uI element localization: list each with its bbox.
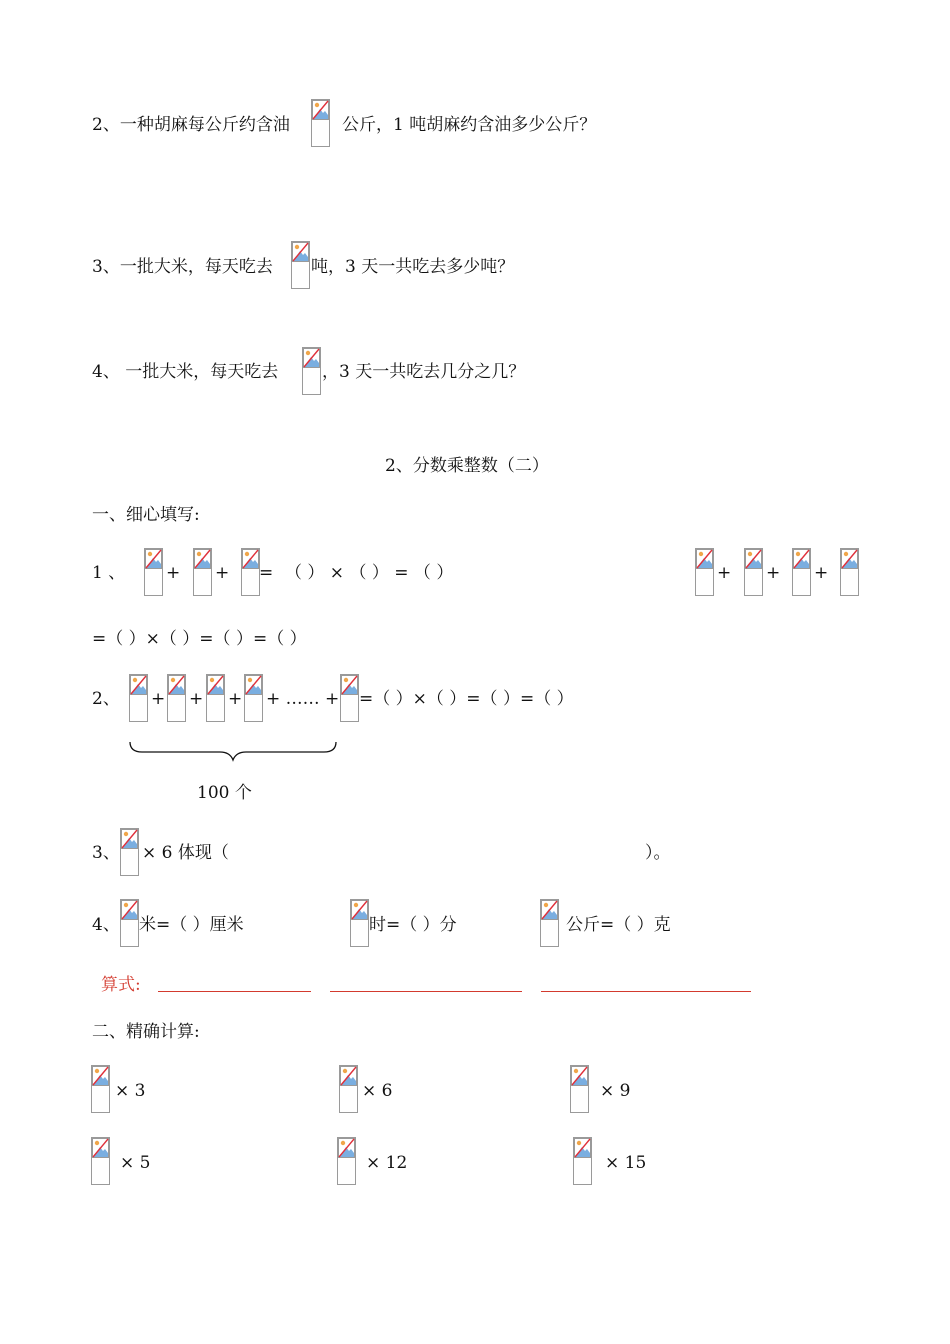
plus-sign: + xyxy=(166,563,181,583)
formula-answer-line xyxy=(330,991,522,992)
fraction-image-icon xyxy=(337,1137,356,1185)
calc-item: × 5 xyxy=(120,1153,151,1173)
fraction-image-icon xyxy=(744,548,763,596)
fraction-image-icon xyxy=(340,674,359,722)
formula-answer-line xyxy=(158,991,311,992)
fraction-image-icon xyxy=(339,1065,358,1113)
part1-heading: 一、细心填写: xyxy=(92,505,200,525)
fraction-image-icon xyxy=(244,674,263,722)
fraction-image-icon xyxy=(540,899,559,947)
section-title: 2、分数乘整数（二） xyxy=(385,456,549,476)
calc-item: × 12 xyxy=(366,1153,408,1173)
fraction-image-icon xyxy=(291,241,310,289)
problem-4-text-b: ，3 天一共吃去几分之几？ xyxy=(322,362,526,382)
fraction-image-icon xyxy=(241,548,260,596)
fraction-image-icon xyxy=(302,347,321,395)
fraction-image-icon xyxy=(120,899,139,947)
fraction-image-icon xyxy=(573,1137,592,1185)
equals-sign: = xyxy=(259,563,274,583)
q4-kg: 公斤=（ ）克 xyxy=(566,915,671,935)
q1-number: 1 、 xyxy=(92,563,126,583)
problem-3-text-a: 3、一批大米，每天吃去 xyxy=(92,257,273,277)
q4-number: 4、 xyxy=(92,915,120,935)
plus-sign: + xyxy=(215,563,230,583)
calc-item: × 9 xyxy=(600,1081,631,1101)
q3-end: ）。 xyxy=(645,843,671,863)
q2-rhs: =（ ）×（ ）=（ ）=（ ） xyxy=(359,689,574,709)
plus-sign: + xyxy=(189,689,204,709)
problem-2-text-b: 公斤，1 吨胡麻约含油多少公斤？ xyxy=(342,115,597,135)
formula-answer-line xyxy=(541,991,751,992)
q3-text: × 6 体现（ xyxy=(142,843,229,863)
q4-meter: 米=（ ）厘米 xyxy=(139,915,244,935)
fraction-image-icon xyxy=(129,674,148,722)
part2-heading: 二、精确计算: xyxy=(92,1022,200,1042)
curly-brace-icon xyxy=(128,740,338,762)
fraction-image-icon xyxy=(792,548,811,596)
problem-4-text-a: 4、 一批大米，每天吃去 xyxy=(92,362,279,382)
plus-sign: + xyxy=(717,563,732,583)
calc-item: × 15 xyxy=(605,1153,647,1173)
problem-2-text-a: 2、一种胡麻每公斤约含油 xyxy=(92,115,290,135)
q4-hour: 时=（ ）分 xyxy=(369,915,457,935)
fraction-image-icon xyxy=(91,1065,110,1113)
fraction-image-icon xyxy=(570,1065,589,1113)
plus-sign: + xyxy=(814,563,829,583)
plus-sign: + xyxy=(766,563,781,583)
calc-item: × 3 xyxy=(115,1081,146,1101)
q1-blanks: （ ） × （ ） = （ ） xyxy=(285,563,454,583)
plus-sign: + xyxy=(228,689,243,709)
ellipsis-plus: + …… + xyxy=(266,689,340,709)
fraction-image-icon xyxy=(120,828,139,876)
fraction-image-icon xyxy=(695,548,714,596)
q3-number: 3、 xyxy=(92,843,120,863)
fraction-image-icon xyxy=(167,674,186,722)
fraction-image-icon xyxy=(193,548,212,596)
fraction-image-icon xyxy=(311,99,330,147)
fraction-image-icon xyxy=(840,548,859,596)
fraction-image-icon xyxy=(350,899,369,947)
brace-label: 100 个 xyxy=(197,783,252,803)
q1-line2: =（ ）×（ ）=（ ）=（ ） xyxy=(92,629,307,649)
fraction-image-icon xyxy=(91,1137,110,1185)
fraction-image-icon xyxy=(206,674,225,722)
q2-number: 2、 xyxy=(92,689,120,709)
fraction-image-icon xyxy=(144,548,163,596)
calc-item: × 6 xyxy=(362,1081,393,1101)
plus-sign: + xyxy=(151,689,166,709)
formula-label: 算式: xyxy=(101,975,141,995)
problem-3-text-b: 吨，3 天一共吃去多少吨？ xyxy=(311,257,515,277)
